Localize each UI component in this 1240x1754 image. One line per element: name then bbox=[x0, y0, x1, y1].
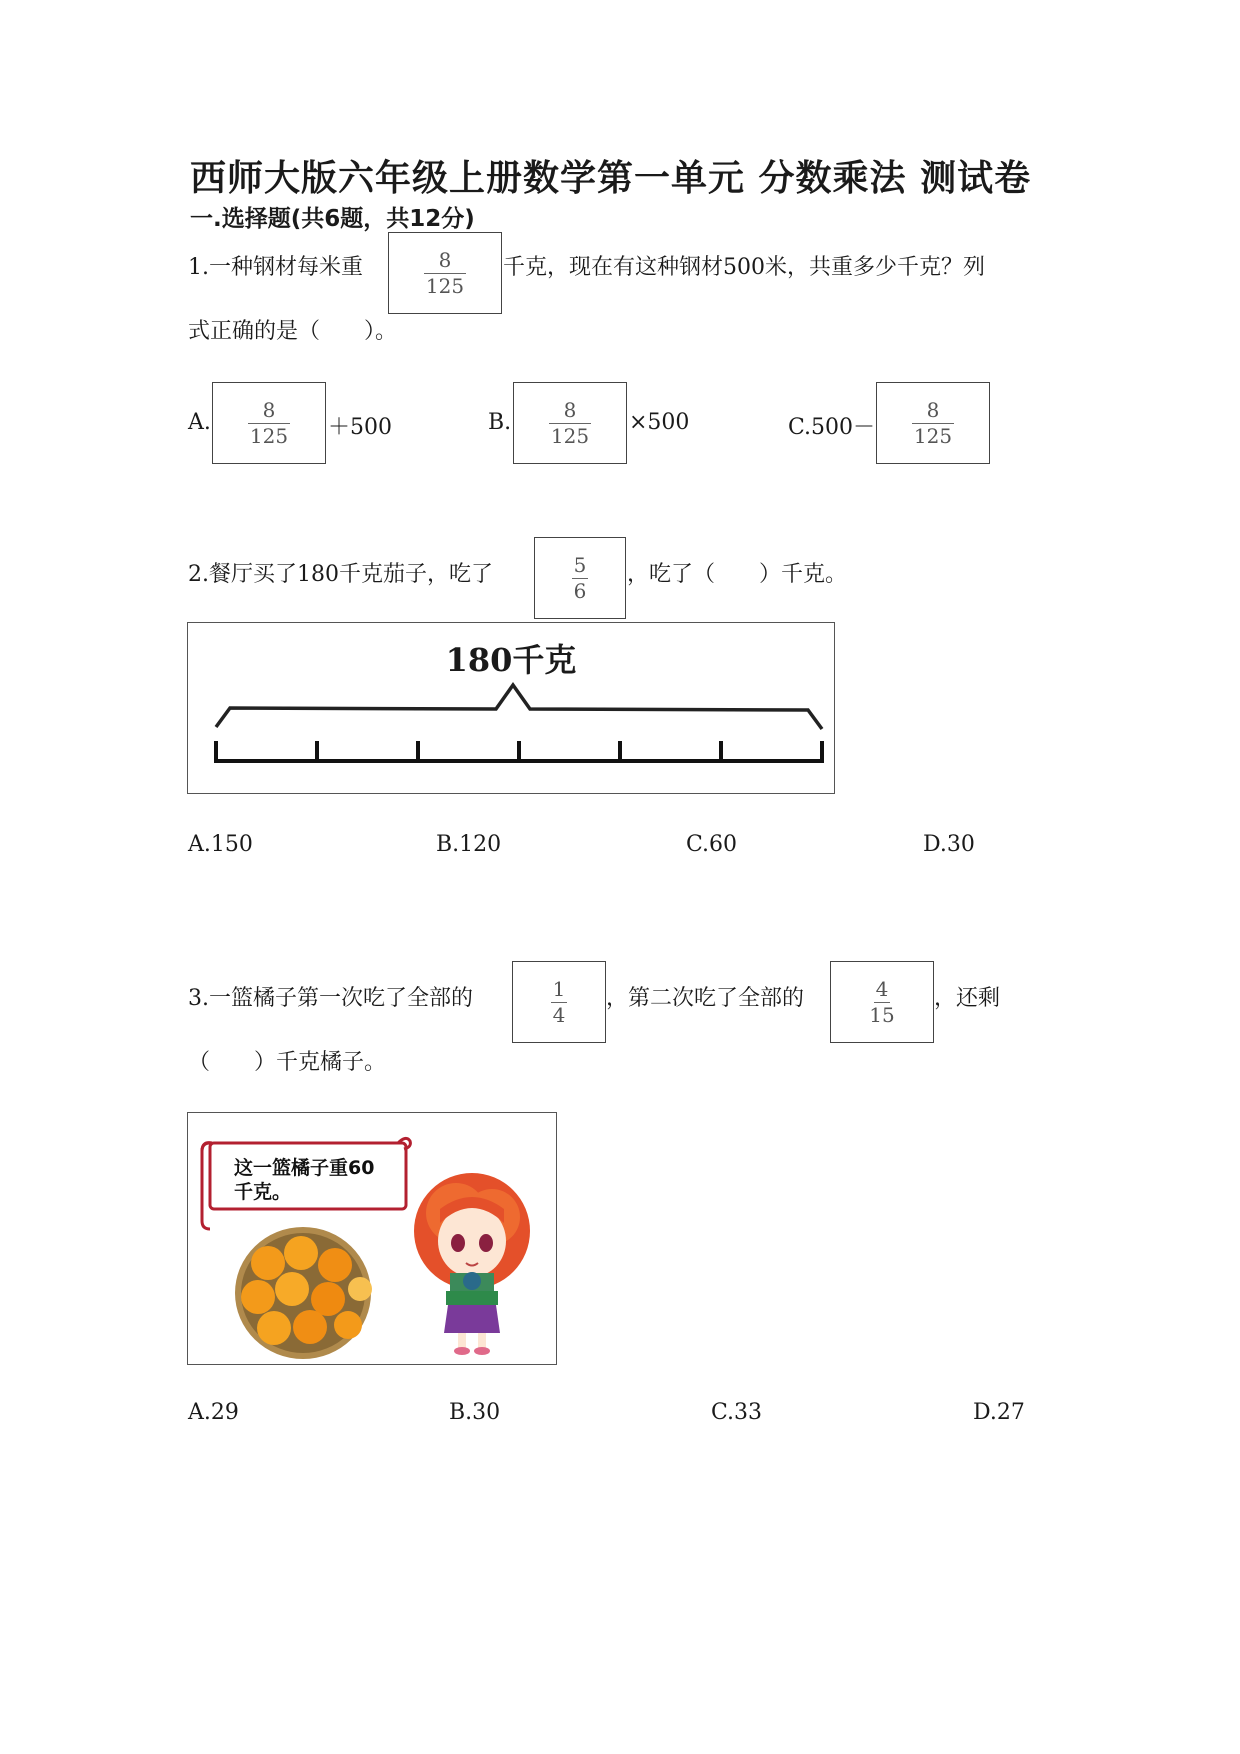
scroll-text-line2: 千克。 bbox=[234, 1180, 292, 1203]
q3-text-post: ，还剩 bbox=[934, 986, 1001, 1011]
fraction-numerator: 8 bbox=[438, 247, 452, 272]
scroll-text bbox=[234, 1157, 374, 1205]
q2-option-b[interactable]: B.120 bbox=[436, 832, 502, 857]
q1-option-c-label[interactable]: C.500－ bbox=[788, 415, 876, 440]
q2-figure-label: 180千克 bbox=[445, 641, 577, 679]
q1-option-c-fraction bbox=[876, 382, 990, 464]
q3-fraction-1 bbox=[512, 961, 606, 1043]
fraction-denominator: 6 bbox=[573, 578, 587, 603]
q3-illustration bbox=[188, 1113, 558, 1366]
q2-fraction bbox=[534, 537, 626, 619]
fraction-numerator: 4 bbox=[875, 976, 889, 1001]
fraction-numerator: 5 bbox=[573, 552, 587, 577]
q3-fraction-2 bbox=[830, 961, 934, 1043]
fraction-numerator: 8 bbox=[262, 397, 276, 422]
q3-text-mid: ，第二次吃了全部的 bbox=[606, 986, 805, 1011]
scroll-text-line1: 这一篮橘子重60 bbox=[234, 1157, 375, 1179]
q2-figure-frame bbox=[187, 622, 835, 794]
fraction-denominator: 125 bbox=[550, 423, 590, 448]
page-title: 西师大版六年级上册数学第一单元 分数乘法 测试卷 bbox=[190, 158, 1032, 199]
cartoon-girl bbox=[414, 1173, 530, 1355]
fraction-denominator: 125 bbox=[249, 423, 289, 448]
fraction-denominator: 125 bbox=[425, 273, 465, 298]
q2-text-post: ，吃了（ ）千克。 bbox=[627, 562, 848, 587]
q1-text-line1-pre: 1.一种钢材每米重 bbox=[188, 255, 363, 280]
section-heading: 一.选择题(共6题，共12分) bbox=[190, 206, 475, 232]
q3-option-a[interactable]: A.29 bbox=[188, 1400, 239, 1425]
q1-option-a-suffix: ＋500 bbox=[328, 415, 392, 440]
fraction-numerator: 8 bbox=[926, 397, 940, 422]
q3-text-pre: 3.一篮橘子第一次吃了全部的 bbox=[188, 986, 473, 1011]
fraction-denominator: 125 bbox=[913, 423, 953, 448]
q2-segment-diagram bbox=[188, 623, 836, 795]
q3-option-c[interactable]: C.33 bbox=[711, 1400, 763, 1425]
fraction-denominator: 4 bbox=[552, 1002, 566, 1027]
q2-text-pre: 2.餐厅买了180千克茄子，吃了 bbox=[188, 562, 493, 587]
q1-text-line1-post: 千克，现在有这种钢材500米，共重多少千克？列 bbox=[503, 255, 985, 280]
q1-text-line2: 式正确的是（ ）。 bbox=[188, 319, 398, 344]
q1-option-b-label[interactable]: B. bbox=[488, 410, 512, 435]
q1-option-b-fraction bbox=[513, 382, 627, 464]
q2-option-d[interactable]: D.30 bbox=[923, 832, 975, 857]
q3-option-b[interactable]: B.30 bbox=[449, 1400, 501, 1425]
fraction-numerator: 1 bbox=[552, 976, 566, 1001]
orange-basket bbox=[235, 1227, 372, 1359]
q3-figure-frame bbox=[187, 1112, 557, 1365]
fraction-denominator: 15 bbox=[869, 1002, 895, 1027]
brace-line bbox=[216, 685, 822, 729]
q2-option-a[interactable]: A.150 bbox=[188, 832, 253, 857]
q1-option-a-fraction bbox=[212, 382, 326, 464]
q3-text-line2: （ ）千克橘子。 bbox=[188, 1050, 387, 1075]
q3-option-d[interactable]: D.27 bbox=[973, 1400, 1025, 1425]
q1-fraction bbox=[388, 232, 502, 314]
q2-option-c[interactable]: C.60 bbox=[686, 832, 738, 857]
q1-option-a-label[interactable]: A. bbox=[188, 410, 211, 435]
q1-option-b-suffix: ×500 bbox=[629, 410, 690, 435]
fraction-numerator: 8 bbox=[563, 397, 577, 422]
